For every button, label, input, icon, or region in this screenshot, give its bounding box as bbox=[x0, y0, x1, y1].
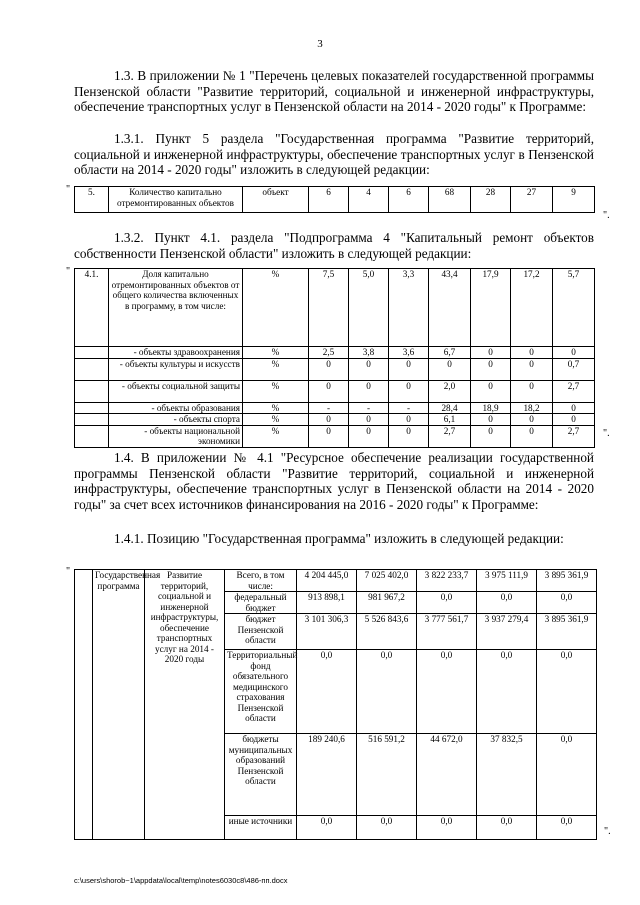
row-number bbox=[75, 402, 109, 414]
paragraph-1-3-2: 1.3.2. Пункт 4.1. раздела "Подпрограмма 4 "Капитальный ремонт объектов собственности Пензенской области" изложить в следующей редакции: bbox=[74, 230, 594, 261]
unit: объект bbox=[243, 187, 309, 213]
year-value: 0 bbox=[471, 358, 511, 380]
year-value: 68 bbox=[429, 187, 471, 213]
year-amount: 981 967,2 bbox=[357, 592, 417, 614]
year-value: 0 bbox=[349, 358, 389, 380]
funding-source: бюджет Пензенской области bbox=[225, 614, 297, 650]
year-value: 18,9 bbox=[471, 402, 511, 414]
year-value: 7,5 bbox=[309, 269, 349, 347]
year-value: 0 bbox=[349, 425, 389, 447]
year-amount: 516 591,2 bbox=[357, 734, 417, 816]
year-amount: 4 204 445,0 bbox=[297, 570, 357, 592]
year-value: 0 bbox=[349, 414, 389, 426]
year-amount: 5 526 843,6 bbox=[357, 614, 417, 650]
year-amount: 913 898,1 bbox=[297, 592, 357, 614]
year-value: 0 bbox=[389, 425, 429, 447]
row-number bbox=[75, 425, 109, 447]
year-amount: 0,0 bbox=[477, 650, 537, 734]
year-amount: 3 822 233,7 bbox=[417, 570, 477, 592]
year-amount: 37 832,5 bbox=[477, 734, 537, 816]
indicator-row bbox=[75, 402, 595, 414]
indicator-row bbox=[75, 425, 595, 447]
year-value: 0 bbox=[553, 402, 595, 414]
year-amount: 3 975 111,9 bbox=[477, 570, 537, 592]
year-value: 5,7 bbox=[553, 269, 595, 347]
year-value: 3,3 bbox=[389, 269, 429, 347]
indicator-name: - объекты образования bbox=[109, 402, 243, 414]
resource-table bbox=[74, 569, 597, 840]
indicator-name: Доля капитально отремонтированных объектов от общего количества включенных в программу, в том числе: bbox=[109, 269, 243, 347]
year-amount: 0,0 bbox=[417, 650, 477, 734]
funding-source: Территориальный фонд обязательного медицинского страхования Пензенской области bbox=[225, 650, 297, 734]
unit: % bbox=[243, 414, 309, 426]
year-value: 43,4 bbox=[429, 269, 471, 347]
indicator-row bbox=[75, 380, 595, 402]
open-quote: " bbox=[66, 184, 71, 195]
year-value: 9 bbox=[553, 187, 595, 213]
unit: % bbox=[243, 425, 309, 447]
year-value: 0 bbox=[471, 425, 511, 447]
year-value: 2,7 bbox=[429, 425, 471, 447]
year-value: 0 bbox=[309, 414, 349, 426]
year-value: 0 bbox=[429, 358, 471, 380]
year-amount: 0,0 bbox=[477, 816, 537, 840]
year-value: 0 bbox=[471, 380, 511, 402]
row-number bbox=[75, 358, 109, 380]
indicator-name: - объекты национальной экономики bbox=[109, 425, 243, 447]
year-value: 0 bbox=[511, 414, 553, 426]
year-amount: 44 672,0 bbox=[417, 734, 477, 816]
year-amount: 0,0 bbox=[357, 650, 417, 734]
year-amount: 0,0 bbox=[417, 816, 477, 840]
indicator-table-4-1 bbox=[74, 268, 595, 448]
year-value: 3,8 bbox=[349, 347, 389, 359]
year-amount: 3 895 361,9 bbox=[537, 570, 597, 592]
open-quote: " bbox=[66, 266, 71, 277]
indicator-row bbox=[75, 414, 595, 426]
paragraph-1-3-1: 1.3.1. Пункт 5 раздела "Государственная программа "Развитие территорий, социальной и инженерной инфраструктуры, обеспечение транспортных услуг в Пензенской области на 2014 - 2020 годы" изложить в следующей редакции: bbox=[74, 131, 594, 177]
unit: % bbox=[243, 347, 309, 359]
program-title: Развитие территорий, социальной и инженерной инфраструктуры, обеспечение транспортных услуг на 2014 - 2020 годы bbox=[145, 570, 225, 840]
year-value: 0 bbox=[389, 414, 429, 426]
funding-row bbox=[75, 570, 597, 592]
year-value: 5,0 bbox=[349, 269, 389, 347]
row-number bbox=[75, 414, 109, 426]
row-number: 5. bbox=[75, 187, 109, 213]
number-cell bbox=[75, 570, 93, 840]
year-value: 0 bbox=[511, 425, 553, 447]
year-value: 0 bbox=[511, 347, 553, 359]
year-amount: 0,0 bbox=[537, 592, 597, 614]
year-amount: 3 895 361,9 bbox=[537, 614, 597, 650]
year-value: 0 bbox=[309, 358, 349, 380]
row-number: 4.1. bbox=[75, 269, 109, 347]
close-quote: ". bbox=[603, 210, 610, 221]
year-value: 27 bbox=[511, 187, 553, 213]
year-value: 0 bbox=[511, 380, 553, 402]
indicator-table-5 bbox=[74, 186, 595, 213]
indicator-name: - объекты социальной защиты bbox=[109, 380, 243, 402]
year-value: 0 bbox=[553, 347, 595, 359]
year-value: 0 bbox=[471, 414, 511, 426]
year-amount: 0,0 bbox=[357, 816, 417, 840]
unit: % bbox=[243, 380, 309, 402]
indicator-row bbox=[75, 187, 595, 213]
unit: % bbox=[243, 269, 309, 347]
paragraph-1-4: 1.4. В приложении № 4.1 "Ресурсное обеспечение реализации государственной программы Пензенской области "Развитие территорий, социальной и инженерной инфраструктуры, обеспечение транспортных услуг в Пензенской области на 2014 - 2020 годы" за счет всех источников финансирования на 2016 - 2020 годы" к Программе: bbox=[74, 450, 594, 512]
year-value: 6,7 bbox=[429, 347, 471, 359]
program-name: Государственная программа bbox=[93, 570, 145, 840]
funding-source: Всего, в том числе: bbox=[225, 570, 297, 592]
indicator-name: Количество капитально отремонтированных объектов bbox=[109, 187, 243, 213]
year-amount: 0,0 bbox=[477, 592, 537, 614]
indicator-name: - объекты культуры и искусств bbox=[109, 358, 243, 380]
year-value: - bbox=[309, 402, 349, 414]
year-value: 17,9 bbox=[471, 269, 511, 347]
file-path-footer: c:\users\shorob~1\appdata\local\temp\notes6030c8\486-пп.docx bbox=[74, 876, 288, 885]
year-amount: 7 025 402,0 bbox=[357, 570, 417, 592]
funding-source: федеральный бюджет bbox=[225, 592, 297, 614]
year-value: 18,2 bbox=[511, 402, 553, 414]
year-amount: 0,0 bbox=[537, 816, 597, 840]
year-value: 0 bbox=[389, 358, 429, 380]
year-value: 0 bbox=[511, 358, 553, 380]
year-value: 2,7 bbox=[553, 380, 595, 402]
year-value: 6 bbox=[389, 187, 429, 213]
indicator-row bbox=[75, 269, 595, 347]
funding-source: бюджеты муниципальных образований Пензенской области bbox=[225, 734, 297, 816]
year-value: 3,6 bbox=[389, 347, 429, 359]
close-quote: ". bbox=[603, 428, 610, 439]
year-amount: 0,0 bbox=[537, 734, 597, 816]
indicator-name: - объекты здравоохранения bbox=[109, 347, 243, 359]
year-value: 4 bbox=[349, 187, 389, 213]
year-value: 17,2 bbox=[511, 269, 553, 347]
year-amount: 3 937 279,4 bbox=[477, 614, 537, 650]
year-value: 2,7 bbox=[553, 425, 595, 447]
unit: % bbox=[243, 402, 309, 414]
open-quote: " bbox=[66, 566, 71, 577]
year-amount: 0,0 bbox=[297, 650, 357, 734]
indicator-row bbox=[75, 358, 595, 380]
year-amount: 0,0 bbox=[537, 650, 597, 734]
year-value: 6,1 bbox=[429, 414, 471, 426]
year-value: 0 bbox=[349, 380, 389, 402]
year-value: 2,5 bbox=[309, 347, 349, 359]
funding-source: иные источники bbox=[225, 816, 297, 840]
indicator-row bbox=[75, 347, 595, 359]
year-value: - bbox=[389, 402, 429, 414]
year-value: 0 bbox=[309, 380, 349, 402]
row-number bbox=[75, 347, 109, 359]
close-quote: ". bbox=[604, 826, 611, 837]
year-value: 0 bbox=[389, 380, 429, 402]
indicator-name: - объекты спорта bbox=[109, 414, 243, 426]
year-value: 6 bbox=[309, 187, 349, 213]
year-amount: 189 240,6 bbox=[297, 734, 357, 816]
year-value: 0 bbox=[309, 425, 349, 447]
paragraph-1-3: 1.3. В приложении № 1 "Перечень целевых показателей государственной программы Пензенской области "Развитие территорий, социальной и инженерной инфраструктуры, обеспечение транспортных услуг в Пензенской области на 2014 - 2020 годы" к Программе: bbox=[74, 68, 594, 114]
year-value: - bbox=[349, 402, 389, 414]
page-number: 3 bbox=[317, 38, 323, 50]
year-value: 28 bbox=[471, 187, 511, 213]
year-value: 0 bbox=[553, 414, 595, 426]
year-amount: 3 101 306,3 bbox=[297, 614, 357, 650]
year-value: 28,4 bbox=[429, 402, 471, 414]
year-amount: 0,0 bbox=[417, 592, 477, 614]
year-amount: 0,0 bbox=[297, 816, 357, 840]
paragraph-1-4-1: 1.4.1. Позицию "Государственная программа" изложить в следующей редакции: bbox=[114, 531, 564, 546]
year-value: 0,7 bbox=[553, 358, 595, 380]
unit: % bbox=[243, 358, 309, 380]
year-value: 0 bbox=[471, 347, 511, 359]
year-value: 2,0 bbox=[429, 380, 471, 402]
year-amount: 3 777 561,7 bbox=[417, 614, 477, 650]
row-number bbox=[75, 380, 109, 402]
